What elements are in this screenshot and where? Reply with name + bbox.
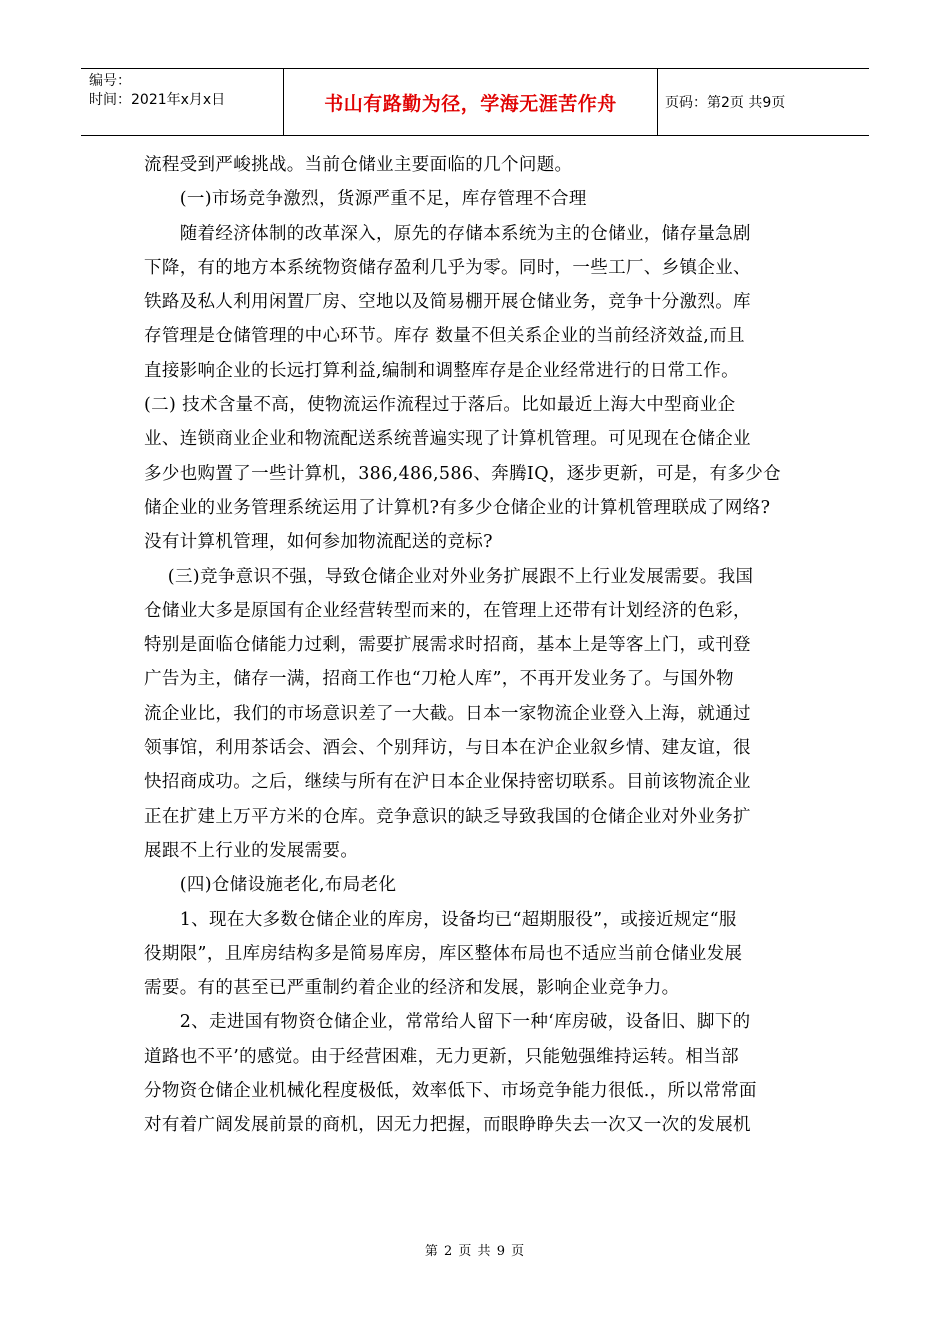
text-line: 需要。有的甚至已严重制约着企业的经济和发展，影响企业竞争力。 [144,978,680,999]
text-line: 下降，有的地方本系统物资储存盈利几乎为零。同时，一些工厂、乡镇企业、 [144,257,751,278]
text-line: 特别是面临仓储能力过剩，需要扩展需求时招商，基本上是等客上门，或刊登 [144,635,751,656]
document-body [144,148,809,1143]
text-line: 没有计算机管理，如何参加物流配送的竞标? [144,532,493,553]
text-line: 领事馆，利用茶话会、酒会、个别拜访，与日本在沪企业叙乡情、建友谊，很 [144,738,751,759]
text-line: 随着经济体制的改革深入，原先的存储本系统为主的仓储业，储存量急剧 [144,223,751,244]
text-line: 正在扩建上万平方米的仓库。竞争意识的缺乏导致我国的仓储企业对外业务扩 [144,806,751,827]
text-line: 存管理是仓储管理的中心环节。库存 数量不但关系企业的当前经济效益,而且 [144,326,745,347]
text-line: (三)竞争意识不强，导致仓储企业对外业务扩展跟不上行业发展需要。我国 [144,566,754,587]
page-header [81,68,869,136]
text-line: 展跟不上行业的发展需要。 [144,840,359,861]
text-line: (四)仓储设施老化,布局老化 [144,875,397,896]
doc-number-label: 编号： [89,73,131,89]
text-line: 业、连锁商业企业和物流配送系统普遍实现了计算机管理。可见现在仓储企业 [144,429,751,450]
text-line: 1、现在大多数仓储企业的库房，设备均已“超期服役”，或接近规定“服 [144,909,737,930]
text-line: 流企业比，我们的市场意识差了一大截。日本一家物流企业登入上海，就通过 [144,703,751,724]
text-line: 直接影响企业的长远打算利益,编制和调整库存是企业经常进行的日常工作。 [144,360,739,381]
text-line: 道路也不平’的感觉。由于经营困难，无力更新，只能勉强维持运转。相当部 [144,1046,739,1067]
header-page-number: 页码：第2页 共9页 [665,95,786,111]
header-motto: 书山有路勤为径，学海无涯苦作舟 [283,69,658,135]
text-line: 多少也购置了一些计算机，386,486,586、奔腾IQ，逐步更新，可是，有多少仓 [144,463,781,484]
text-line: 快招商成功。之后，继续与所有在沪日本企业保持密切联系。目前该物流企业 [144,772,751,793]
text-line: 铁路及私人利用闲置厂房、空地以及简易棚开展仓储业务，竞争十分激烈。库 [144,292,751,313]
text-line: 广告为主，储存一满，招商工作也“刀枪人库”，不再开发业务了。与国外物 [144,669,734,690]
text-line: (二) 技术含量不高，使物流运作流程过于落后。比如最近上海大中型商业企 [144,395,736,416]
text-line: 储企业的业务管理系统运用了计算机?有多少仓储企业的计算机管理联成了网络? [144,497,771,518]
header-meta [81,69,283,135]
text-line: 分物资仓储企业机械化程度极低，效率低下、市场竞争能力很低.，所以常常面 [144,1081,757,1102]
text-line: 仓储业大多是原国有企业经营转型而来的，在管理上还带有计划经济的色彩， [144,600,751,621]
text-line: 流程受到严峻挑战。当前仓储业主要面临的几个问题。 [144,155,573,175]
text-line: (一)市场竞争激烈，货源严重不足，库存管理不合理 [144,189,587,210]
page-footer: 第 2 页 共 9 页 [424,1244,526,1259]
text-line: 2、走进国有物资仓储企业，常常给人留下一种‘库房破，设备旧、脚下的 [144,1012,751,1033]
text-line: 役期限”，且库房结构多是简易库房，库区整体布局也不适应当前仓储业发展 [144,943,743,964]
date-label: 时间：2021年x月x日 [89,92,226,108]
text-line: 对有着广阔发展前景的商机，因无力把握，而眼睁睁失去一次又一次的发展机 [144,1115,751,1136]
